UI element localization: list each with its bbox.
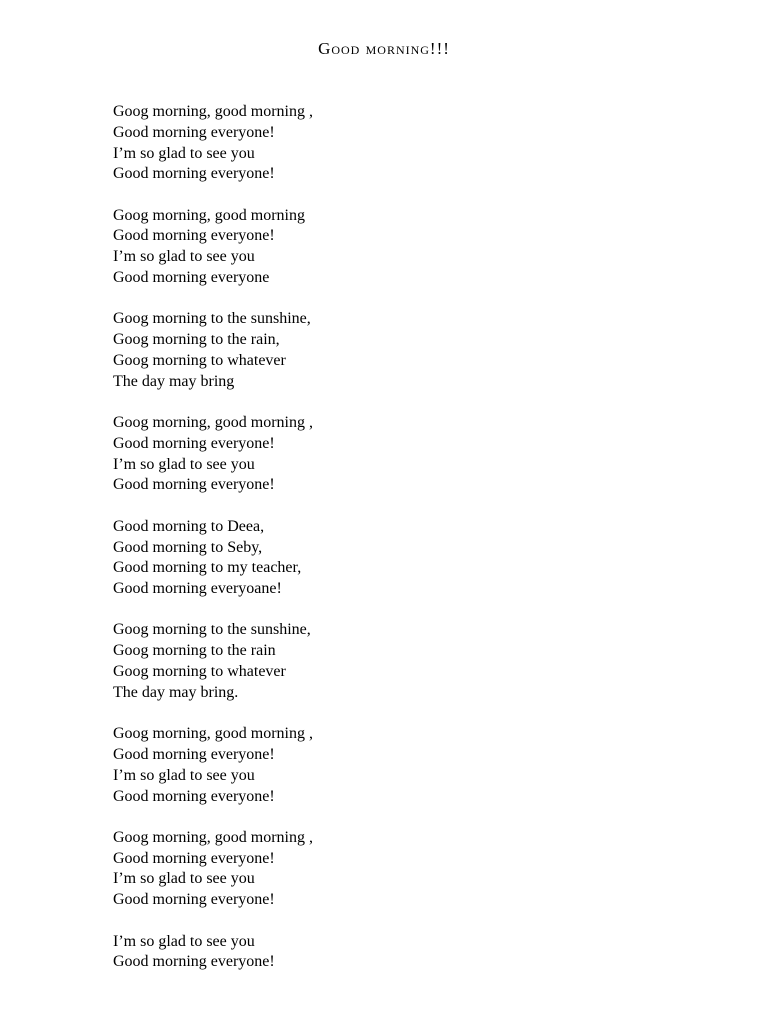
verse-line: Good morning everyone!	[113, 165, 275, 183]
verse-line: Goog morning, good morning	[113, 206, 305, 224]
verse-line: Goog morning to the rain,	[113, 331, 280, 349]
verse-line: Good morning everyone!	[113, 953, 275, 971]
verse-line: Goog morning, good morning ,	[113, 828, 313, 846]
verse-line: Good morning to Seby,	[113, 538, 263, 556]
verse-line: Goog morning, good morning ,	[113, 103, 313, 120]
stanza	[113, 206, 673, 289]
stanza	[113, 724, 673, 807]
stanza	[113, 828, 673, 911]
verse-line: I’m so glad to see you	[113, 144, 255, 162]
verse-line: Good morning everyone!	[113, 745, 275, 763]
verse-line: Goog morning to the rain	[113, 642, 276, 660]
verse-line: Good morning everyone!	[113, 434, 275, 452]
verse-line: Goog morning, good morning ,	[113, 414, 313, 432]
verse-line: Goog morning to the sunshine,	[113, 310, 311, 328]
verse-line: I’m so glad to see you	[113, 766, 255, 784]
verse-line: Good morning everyone!	[113, 123, 275, 141]
verse-line: Goog morning, good morning ,	[113, 725, 313, 743]
verse-line: I’m so glad to see you	[113, 248, 255, 266]
verse-line: Good morning everyone!	[113, 787, 275, 805]
verse-line: Goog morning to whatever	[113, 351, 286, 369]
verse-line: The day may bring	[113, 372, 235, 390]
verse-line: I’m so glad to see you	[113, 455, 255, 473]
stanza	[113, 102, 673, 185]
verse-line: Good morning to my teacher,	[113, 559, 302, 577]
verse-line: Good morning everyone	[113, 269, 270, 287]
page-title: Good morning!!!	[318, 39, 450, 58]
verse-line: I’m so glad to see you	[113, 932, 255, 950]
verse-line: Good morning to Deea,	[113, 517, 265, 535]
song-verses	[113, 102, 673, 994]
verse-line: Goog morning to the sunshine,	[113, 621, 311, 639]
verse-line: Goog morning to whatever	[113, 663, 286, 681]
stanza	[113, 620, 673, 703]
verse-line: Good morning everyone!	[113, 849, 275, 867]
stanza	[113, 932, 673, 974]
stanza	[113, 309, 673, 392]
verse-line: The day may bring.	[113, 683, 239, 701]
stanza	[113, 413, 673, 496]
verse-line: I’m so glad to see you	[113, 870, 255, 888]
verse-line: Good morning everyone!	[113, 227, 275, 245]
verse-line: Good morning everyone!	[113, 476, 275, 494]
stanza	[113, 517, 673, 600]
verse-line: Good morning everyoane!	[113, 580, 282, 598]
verse-line: Good morning everyone!	[113, 891, 275, 909]
